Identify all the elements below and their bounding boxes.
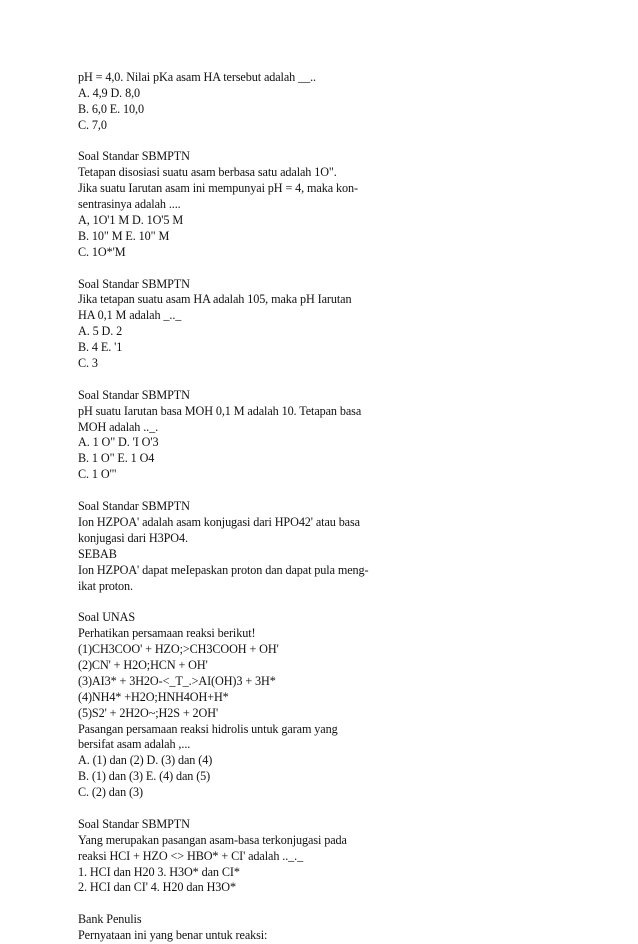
text-line: pH suatu Iarutan basa MOH 0,1 M adalah 10. Tetapan basa	[78, 403, 362, 418]
text-line: Bank Penulis	[78, 912, 142, 927]
text-line: 1. HCI dan H20 3. H3O* dan CI*	[78, 864, 240, 879]
text-line: C. 1O*'M	[78, 244, 126, 259]
blank-line	[78, 594, 498, 610]
text-line: SEBAB	[78, 546, 117, 561]
text-line: 2. HCI dan CI' 4. H20 dan H3O*	[78, 880, 236, 895]
document-page	[78, 70, 498, 944]
blank-line	[78, 372, 498, 388]
text-line: B. 1 O" E. 1 O4	[78, 451, 155, 466]
text-line: bersifat asam adalah ,...	[78, 737, 191, 752]
text-line: Ion HZPOA' adalah asam konjugasi dari HPO42' atau basa	[78, 514, 360, 529]
text-line: sentrasinya adalah ....	[78, 197, 181, 212]
text-line: A. (1) dan (2) D. (3) dan (4)	[78, 753, 213, 768]
blank-line	[78, 261, 498, 277]
text-line: (1)CH3COO' + HZO;>CH3COOH + OH'	[78, 642, 279, 657]
text-line: (4)NH4* +H2O;HNH4OH+H*	[78, 689, 229, 704]
text-line: MOH adalah .._.	[78, 419, 159, 434]
text-line: reaksi HCI + HZO <> HBO* + CI' adalah .._._	[78, 848, 304, 863]
text-line: Perhatikan persamaan reaksi berikut!	[78, 626, 256, 641]
text-line: konjugasi dari H3PO4.	[78, 530, 188, 545]
text-line: C. 3	[78, 356, 98, 371]
text-line: Tetapan disosiasi suatu asam berbasa satu adalah 1O".	[78, 165, 337, 180]
text-line: A, 1O'1 M D. 1O'5 M	[78, 213, 184, 228]
blank-line	[78, 801, 498, 817]
text-line: Yang merupakan pasangan asam-basa terkonjugasi pada	[78, 832, 347, 847]
text-line: pH = 4,0. Nilai pKa asam HA tersebut adalah __..	[78, 70, 316, 84]
text-line: Soal Standar SBMPTN	[78, 816, 190, 831]
text-line: Soal Standar SBMPTN	[78, 387, 190, 402]
blank-line	[78, 134, 498, 150]
text-line: Soal Standar SBMPTN	[78, 149, 190, 164]
text-line: Soal Standar SBMPTN	[78, 499, 190, 514]
text-line: Jika suatu Iarutan asam ini mempunyai pH = 4, maka kon-	[78, 181, 358, 196]
text-line: C. 1 O'"	[78, 467, 117, 482]
text-line: Ion HZPOA' dapat meIepaskan proton dan dapat pula meng-	[78, 562, 369, 577]
text-line: C. (2) dan (3)	[78, 785, 143, 800]
text-line: Jika tetapan suatu asam HA adalah 105, maka pH Iarutan	[78, 292, 352, 307]
text-line: Pasangan persamaan reaksi hidrolis untuk garam yang	[78, 721, 338, 736]
text-line: (5)S2' + 2H2O~;H2S + 2OH'	[78, 705, 219, 720]
text-line: Soal UNAS	[78, 610, 135, 625]
text-line: (2)CN' + H2O;HCN + OH'	[78, 657, 208, 672]
text-line: B. (1) dan (3) E. (4) dan (5)	[78, 769, 211, 784]
text-line: Pernyataan ini yang benar untuk reaksi:	[78, 928, 268, 943]
text-line: HA 0,1 M adalah _.._	[78, 308, 182, 323]
text-line: A. 4,9 D. 8,0	[78, 85, 141, 100]
blank-line	[78, 483, 498, 499]
text-line: Soal Standar SBMPTN	[78, 276, 190, 291]
text-line: C. 7,0	[78, 117, 107, 132]
text-line: (3)AI3* + 3H2O-<_T_.>AI(OH)3 + 3H*	[78, 673, 276, 688]
text-line: A. 1 O" D. 'I O'3	[78, 435, 159, 450]
text-line: B. 10" M E. 10" M	[78, 228, 170, 243]
blank-line	[78, 896, 498, 912]
text-line: A. 5 D. 2	[78, 324, 123, 339]
text-line: ikat proton.	[78, 578, 133, 593]
text-line: B. 4 E. '1	[78, 340, 123, 355]
text-line: B. 6,0 E. 10,0	[78, 101, 144, 116]
